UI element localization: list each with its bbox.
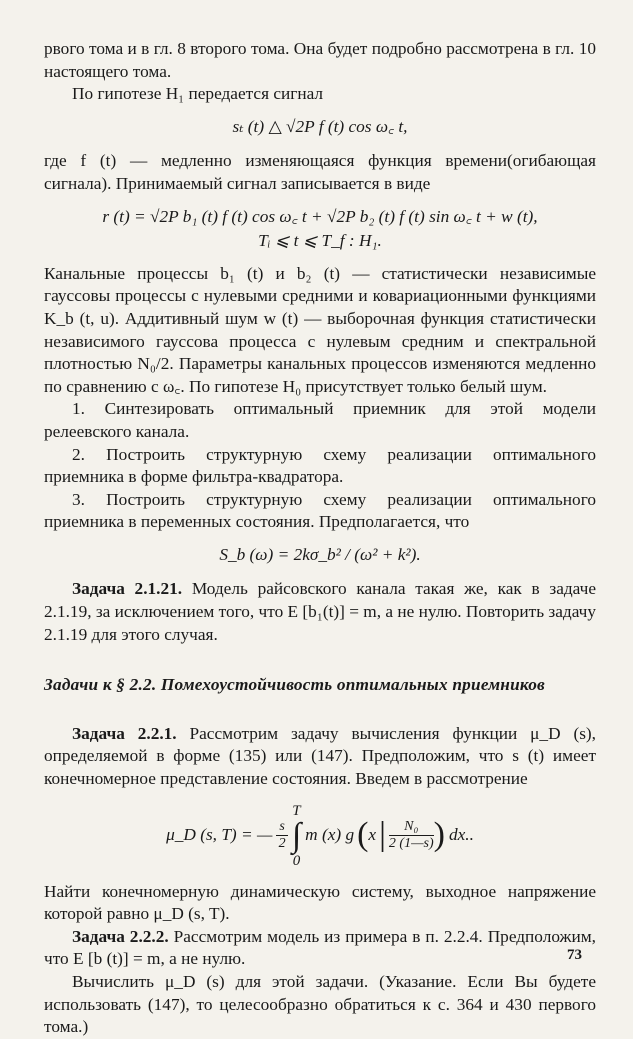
eq-body: m (x) g	[305, 825, 355, 845]
eq-arg-x: x	[368, 825, 377, 845]
problem-2-2-2	[44, 926, 596, 971]
problem-2-1-21	[44, 578, 596, 646]
eq-integral	[292, 803, 301, 869]
page-number: 73	[567, 947, 582, 963]
problem-2-2-1	[44, 723, 596, 791]
eq-arg-fraction	[389, 819, 434, 852]
eq-frac-num: s	[276, 819, 287, 836]
eq-fraction	[276, 819, 287, 852]
list-item-3: 3. Построить структурную схему реализации оптимального приемника в переменных состояния. Предполагается, что	[44, 489, 596, 532]
right-paren-icon: )	[433, 816, 445, 854]
eq-arg-num: N₀	[389, 819, 434, 836]
eq-int-upper: T	[292, 802, 301, 819]
paragraph-hypothesis-h1: По гипотезе H₁ передается сигнал	[72, 84, 324, 104]
list-item-2: 2. Построить структурную схему реализации оптимального приемника в форме фильтра-квадратора.	[44, 444, 596, 487]
problem-text: Рассмотрим модель из примера в п. 2.2.4. Предположим, что E [b (t)] = m, а не нулю.	[44, 926, 596, 969]
text-block	[44, 38, 596, 1039]
problem-text: Рассмотрим задачу вычисления функции μ_D (s), определяемой в форме (135) или (147). Предположим, что s (t) имеет конечномерное представление состояния. Введем в рассмотрение	[44, 723, 597, 789]
eq-lhs: μ_D (s, T) = —	[166, 825, 273, 845]
problem-label: Задача 2.2.2.	[72, 926, 169, 946]
paragraph-continuation: рвого тома и в гл. 8 второго тома. Она будет подробно рассмотрена в гл. 10 настоящего тома.	[44, 39, 596, 81]
paragraph-channel-processes: Канальные процессы b₁ (t) и b₂ (t) — статистически независимые гауссовы процессы с нулевыми средними и ковариационными функциями K_b (t, u). Аддитивный шум w (t) — выборочная функция статистически независимого гауссова процесса с нулевым средним и спектральной плотностью N₀/2. Параметры канальных процессов изменяются медленно по сравнению с ω꜀. По гипотезе H₀ присутствует только белый шум.	[44, 263, 596, 396]
eq-arg-den: 2 (1—s)	[388, 836, 434, 852]
eq-int-lower: 0	[292, 852, 301, 869]
equation-interval: Tᵢ ⩽ t ⩽ T_f : H₁.	[258, 231, 382, 251]
paragraph-compute-mu: Вычислить μ_D (s) для этой задачи. (Указание. Если Вы будете использовать (147), то целесообразно обратиться к с. 364 и 430 первого тома.)	[44, 972, 596, 1037]
equation-spectrum: S_b (ω) = 2kσ_b² / (ω² + k²).	[219, 544, 421, 564]
paragraph-envelope: где f (t) — медленно изменяющаяся функция времени(огибающая сигнала). Принимаемый сигнал записывается в виде	[44, 151, 596, 193]
problem-text: Модель райсовского канала такая же, как в задаче 2.1.19, за исключением того, что E [b₁(t)] = m, а не нулю. Повторить задачу 2.1.19 для этого случая.	[44, 579, 596, 644]
problem-label: Задача 2.2.1.	[72, 723, 177, 743]
eq-frac-den: 2	[278, 836, 286, 852]
list-item-1: 1. Синтезировать оптимальный приемник для этой модели релеевского канала.	[44, 399, 596, 441]
eq-tail: dx..	[448, 825, 474, 845]
integral-sign-icon: ∫	[291, 816, 302, 854]
equation-received-signal: r (t) = √2P b₁ (t) f (t) cos ω꜀ t + √2P b₂ (t) f (t) sin ω꜀ t + w (t),	[102, 206, 538, 226]
bar-icon: |	[379, 816, 386, 854]
problem-label: Задача 2.1.21.	[72, 579, 183, 599]
left-paren-icon: (	[357, 816, 369, 854]
equation-mu-d	[44, 799, 596, 873]
section-heading: Задачи к § 2.2. Помехоустойчивость оптимальных приемников	[44, 675, 545, 695]
paragraph-find-system: Найти конечномерную динамическую систему, выходное напряжение которой равно μ_D (s, T).	[44, 881, 596, 924]
equation-signal: sₜ (t) △ √2P f (t) cos ω꜀ t,	[232, 116, 408, 136]
